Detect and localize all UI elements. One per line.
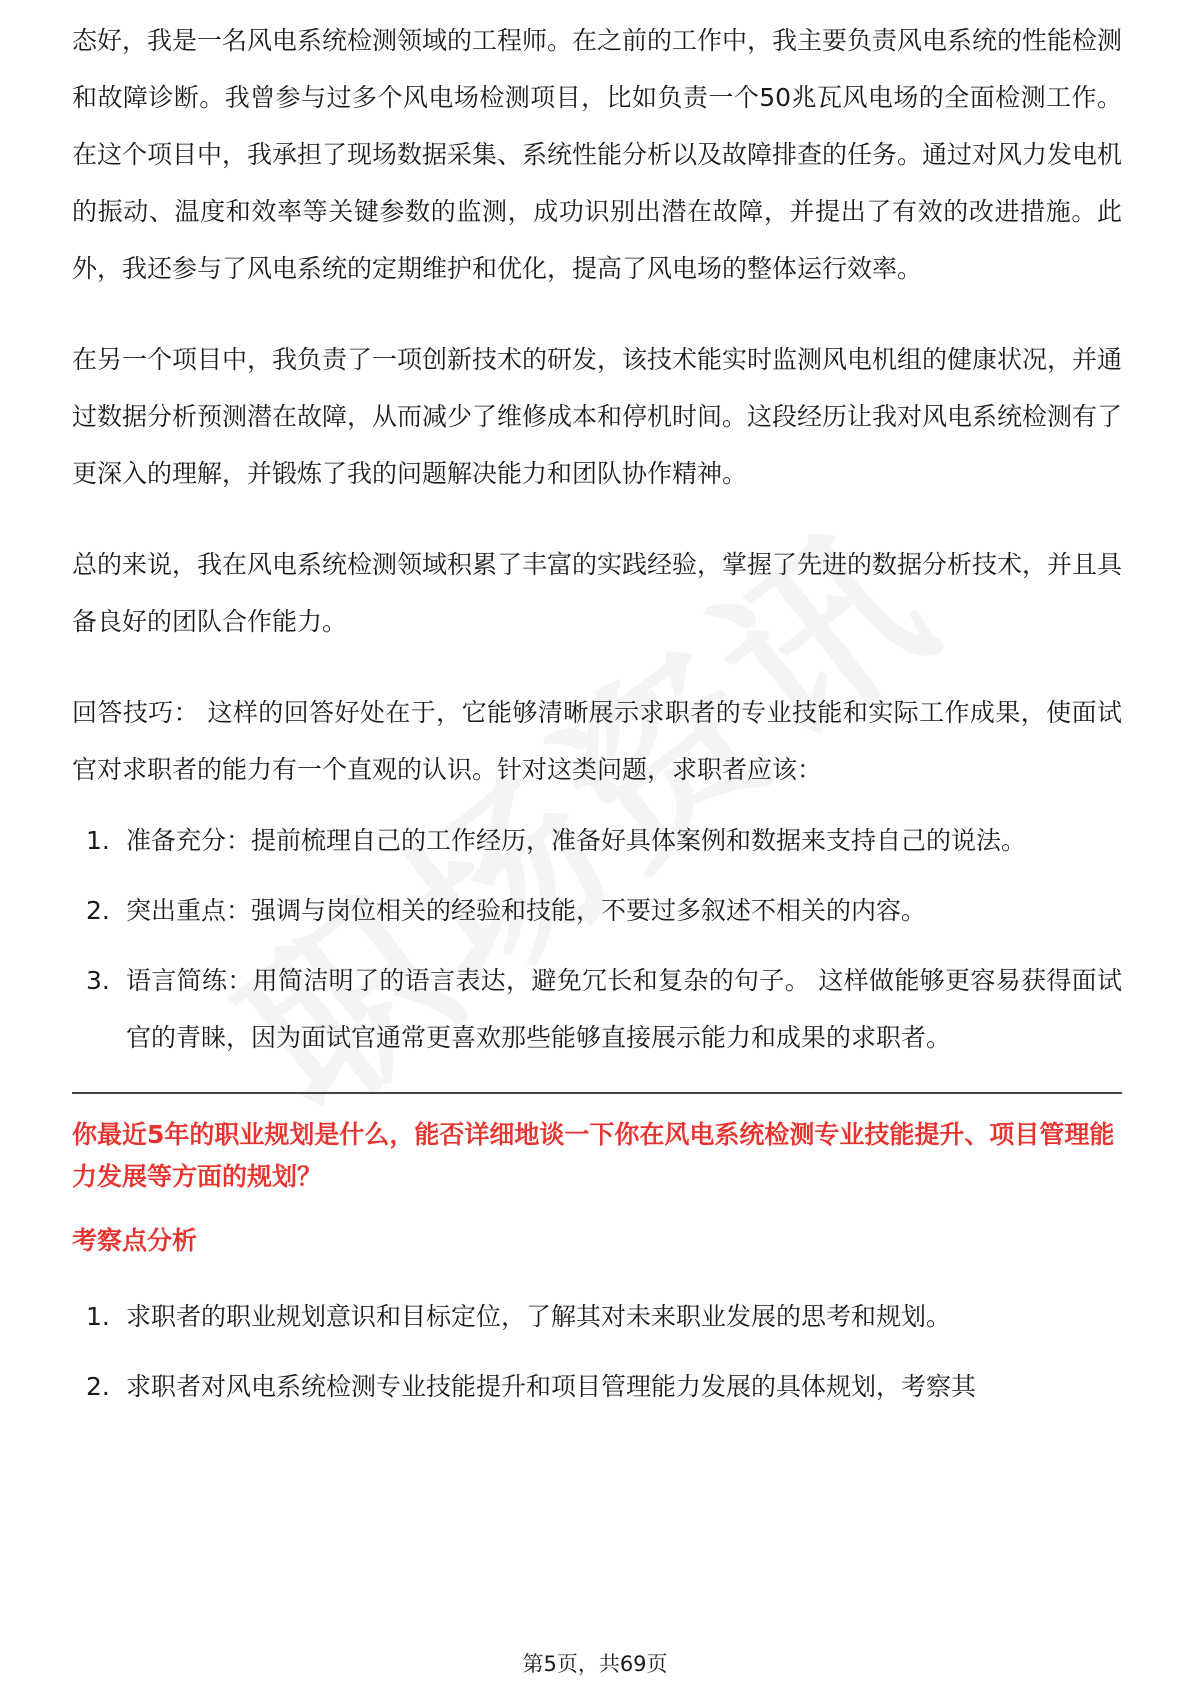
list-item-number: 1.	[86, 826, 110, 855]
answer-paragraph-2: 在另一个项目中，我负责了一项创新技术的研发，该技术能实时监测风电机组的健康状况，并通过数据分析预测潜在故障，从而减少了维修成本和停机时间。这段经历让我对风电系统检测有了更深入的理解，并锻炼了我的问题解决能力和团队协作精神。	[72, 345, 1123, 488]
list-item-number: 3.	[86, 966, 110, 995]
answer-paragraph-3: 总的来说，我在风电系统检测领域积累了丰富的实践经验，掌握了先进的数据分析技术，并且具备良好的团队合作能力。	[72, 550, 1123, 636]
analysis-list	[72, 1288, 1122, 1415]
list-item-text: 准备充分：提前梳理自己的工作经历，准备好具体案例和数据来支持自己的说法。	[126, 826, 1027, 855]
answer-paragraph-1: 态好，我是一名风电系统检测领域的工程师。在之前的工作中，我主要负责风电系统的性能检测和故障诊断。我曾参与过多个风电场检测项目，比如负责一个50兆瓦风电场的全面检测工作。在这个项目中，我承担了现场数据采集、系统性能分析以及故障排查的任务。通过对风力发电机的振动、温度和效率等关键参数的监测，成功识别出潜在故障，并提出了有效的改进措施。此外，我还参与了风电系统的定期维护和优化，提高了风电场的整体运行效率。	[72, 26, 1123, 283]
list-item-number: 1.	[86, 1302, 110, 1331]
section-divider	[72, 1092, 1122, 1094]
list-item	[72, 812, 1122, 869]
section-title: 考察点分析	[72, 1226, 198, 1255]
list-item-number: 2.	[86, 1372, 110, 1401]
page-footer: 第5页，共69页	[522, 1652, 668, 1676]
list-item-text: 语言简练：用简洁明了的语言表达，避免冗长和复杂的句子。 这样做能够更容易获得面试官的青睐，因为面试官通常更喜欢那些能够直接展示能力和成果的求职者。	[126, 966, 1122, 1052]
list-item-text: 求职者的职业规划意识和目标定位，了解其对未来职业发展的思考和规划。	[126, 1302, 952, 1331]
interview-question: 你最近5年的职业规划是什么，能否详细地谈一下你在风电系统检测专业技能提升、项目管理能力发展等方面的规划？	[72, 1120, 1115, 1191]
tips-list	[72, 812, 1122, 1066]
list-item	[72, 952, 1122, 1066]
list-item	[72, 1358, 1122, 1415]
list-item-number: 2.	[86, 896, 110, 925]
list-item	[72, 882, 1122, 939]
answer-tips-intro: 回答技巧： 这样的回答好处在于，它能够清晰展示求职者的专业技能和实际工作成果，使面试官对求职者的能力有一个直观的认识。针对这类问题，求职者应该：	[72, 698, 1122, 784]
list-item	[72, 1288, 1122, 1345]
page-content	[72, 28, 1122, 1428]
list-item-text: 突出重点：强调与岗位相关的经验和技能，不要过多叙述不相关的内容。	[126, 896, 927, 925]
list-item-text: 求职者对风电系统检测专业技能提升和项目管理能力发展的具体规划，考察其	[126, 1372, 977, 1401]
